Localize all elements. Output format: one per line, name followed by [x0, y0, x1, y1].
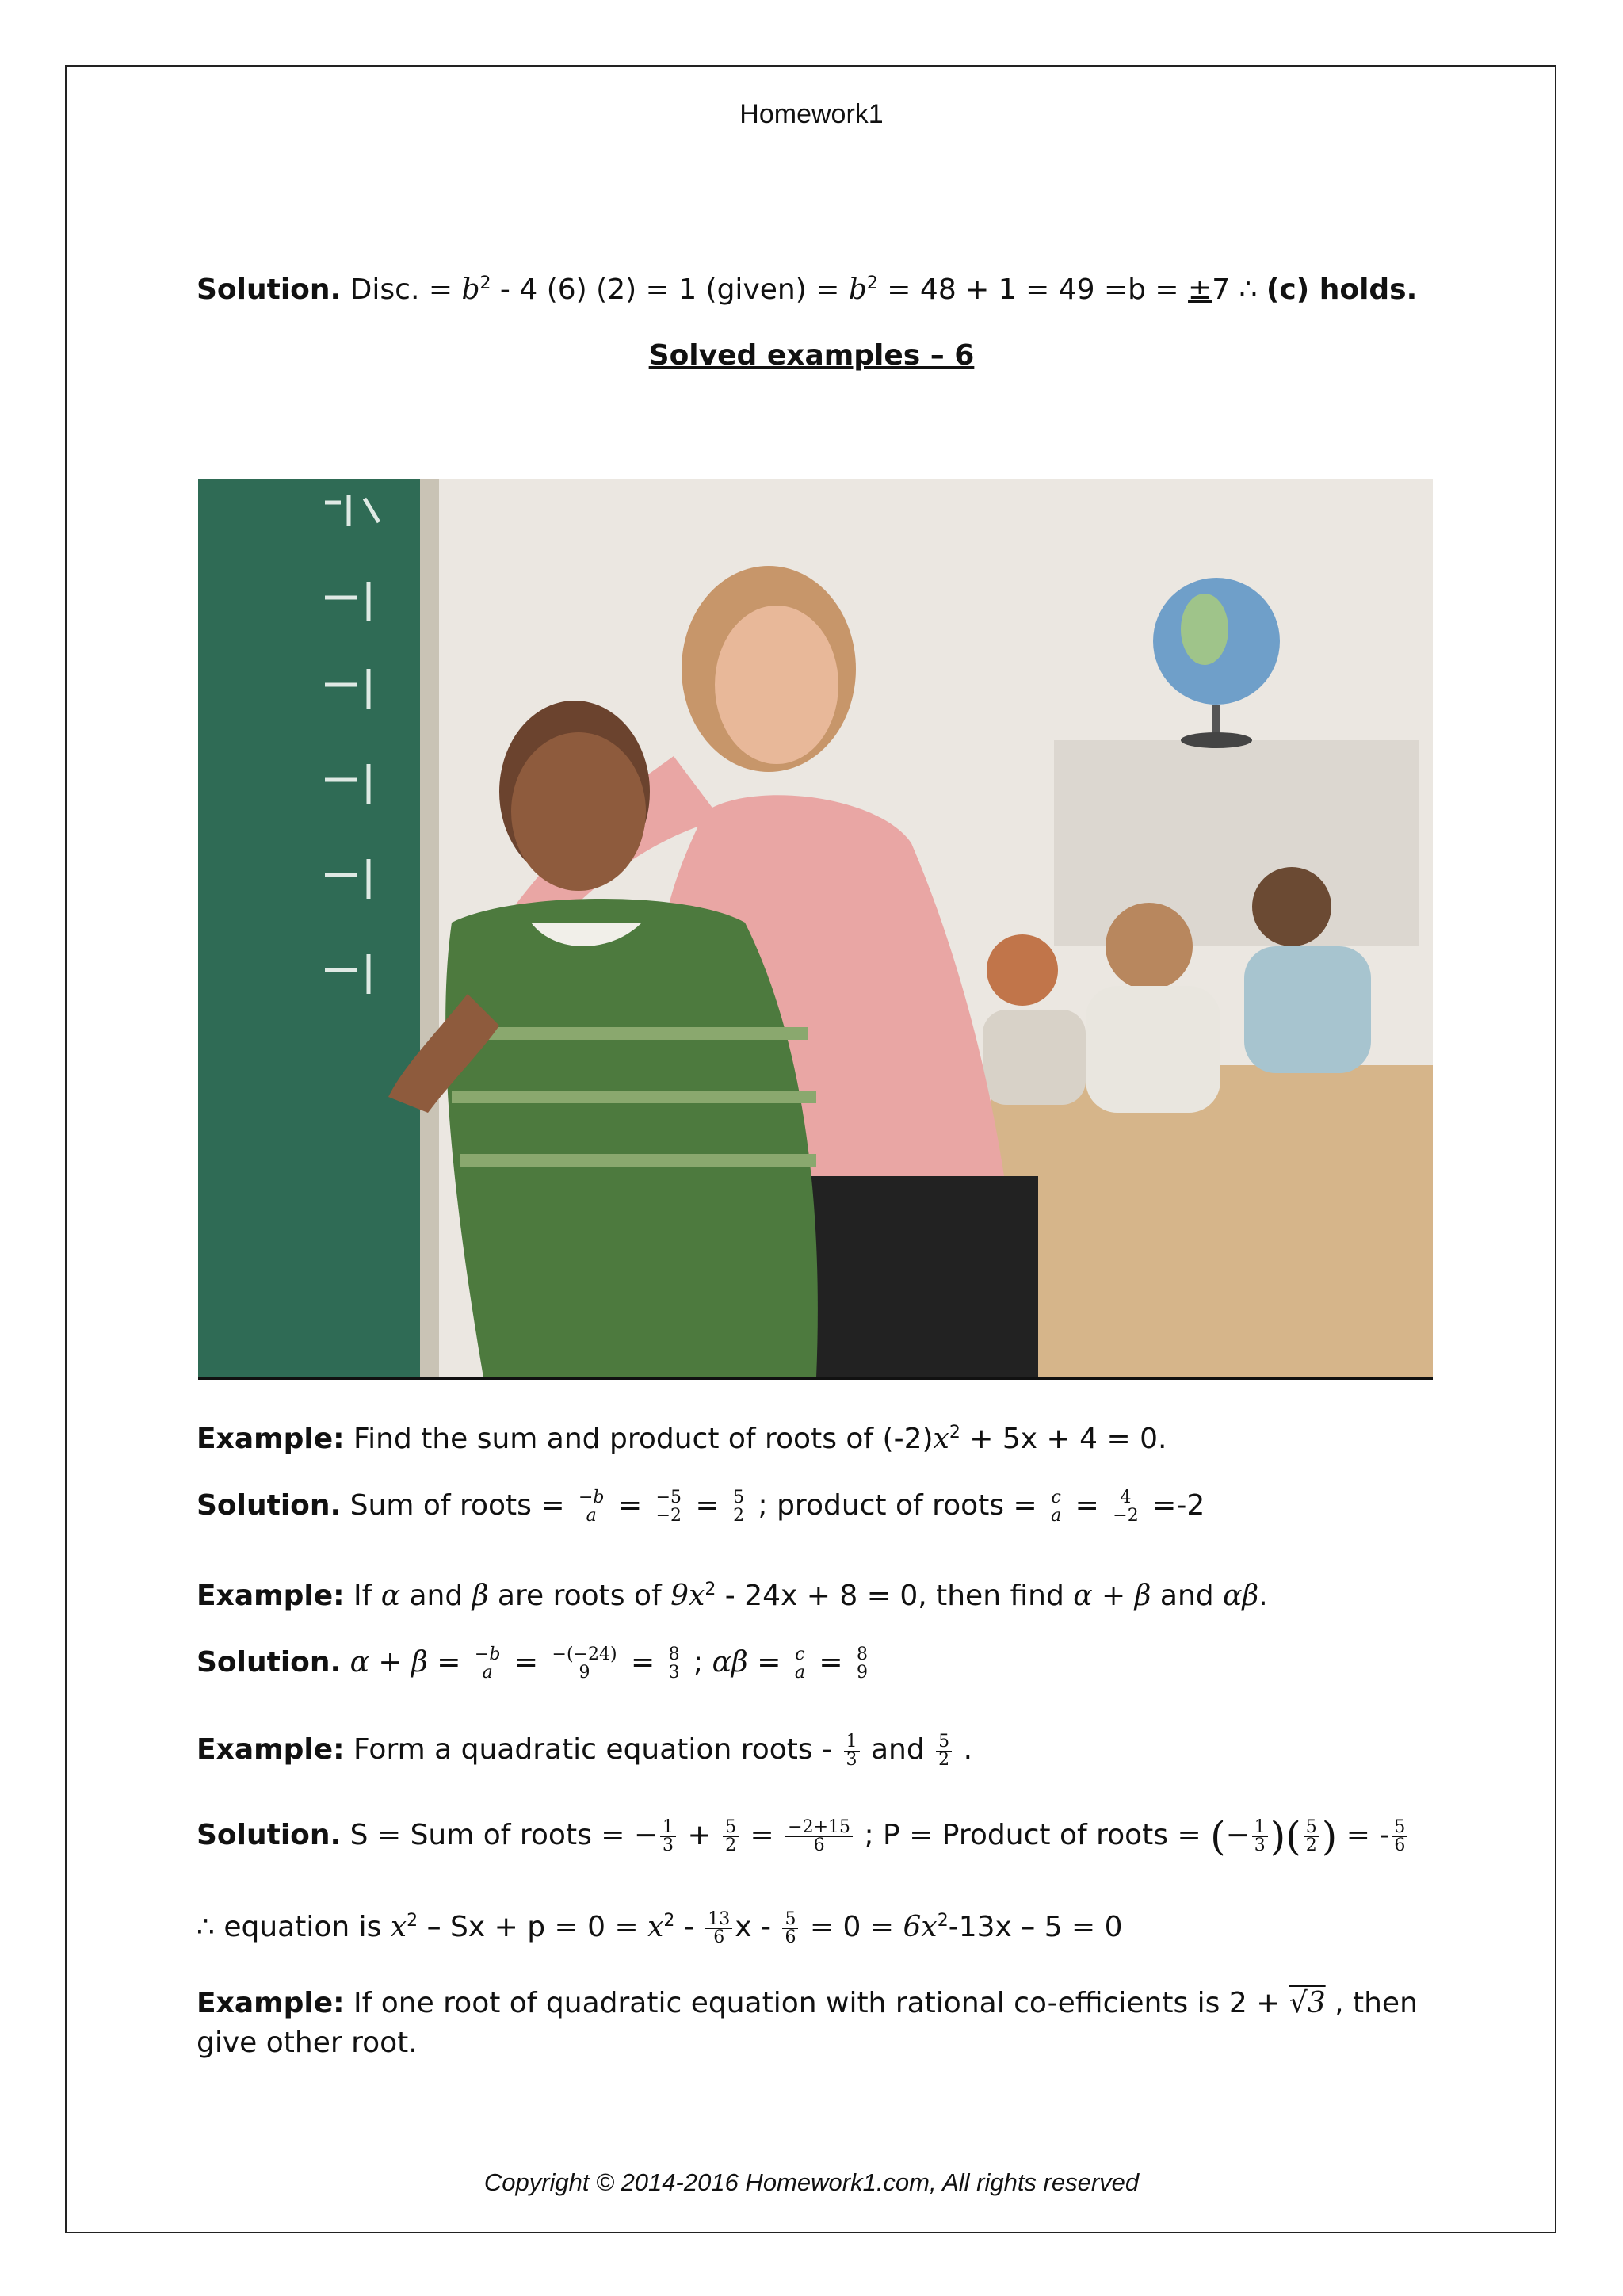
text: Disc. = — [349, 273, 462, 306]
text: Find the sum and product of roots of (-2) — [344, 1423, 934, 1455]
text: , then — [1325, 1987, 1418, 2019]
example-3 — [197, 1733, 972, 1769]
math-beta: β — [472, 1580, 489, 1612]
section-title: Solved examples – 6 — [648, 339, 975, 372]
text: ∴ equation is — [197, 1911, 391, 1943]
math-6x: 6x — [903, 1911, 938, 1943]
text: 7 ∴ — [1212, 273, 1266, 306]
example-label: Example: — [197, 1423, 345, 1455]
fraction: $\frac{-2+15}{6}$ — [785, 1819, 853, 1855]
solution-label: Solution. — [197, 1646, 342, 1679]
text: ; product of roots = — [749, 1489, 1047, 1522]
solution-disc-line: Solution. Disc. = $b^2 - 4$ (6) (2) = 1 (given) = $b^2 = 48 + 1 = 49 =b = \pm 7$ ∴ (c) holds. — [197, 273, 1418, 306]
fraction: $\frac{13}{6}$ — [705, 1911, 732, 1946]
fraction: $\frac{1}{3}$ — [1252, 1819, 1268, 1855]
text: If one root of quadratic equation with rational co-efficients is 2 + — [344, 1987, 1289, 2019]
copyright-footer: Copyright © 2014-2016 Homework1.com, All rights reserved — [483, 2168, 1140, 2196]
math-alpha-plus-beta: α + β — [1073, 1580, 1151, 1612]
text: - 24x + 8 = 0, then find — [716, 1580, 1074, 1612]
solution-label: Solution. — [197, 1489, 342, 1522]
fraction: $\frac{5}{2}$ — [1304, 1819, 1319, 1855]
text: x - — [735, 1911, 781, 1943]
example-label: Example: — [197, 1580, 345, 1612]
text: ; — [684, 1646, 712, 1679]
solution-label: Solution. — [197, 273, 342, 306]
fraction: $\frac{-b}{a}$ — [472, 1646, 503, 1682]
text: -13x – 5 = 0 — [948, 1911, 1123, 1943]
solution-3: Solution. S = Sum of roots = − $\frac{1}{3}$ + $\frac{5}{2}$ = $\frac{-2+15}{6}$ ; P = Product of roots = (− $\frac{1}{3}$ )( $\frac{5}{2}$ ) = - $\frac{5}{6}$ — [197, 1818, 1410, 1855]
text: Sum of roots = — [341, 1489, 574, 1522]
fraction: $\frac{-b}{a}$ — [576, 1489, 607, 1525]
math-x: x — [933, 1423, 949, 1455]
fraction: $\frac{-(-24)}{9}$ — [550, 1646, 620, 1682]
text: and — [1151, 1580, 1224, 1612]
solution-1: Solution. Sum of roots = $\frac{-b}{a}$ = $\frac{-5}{-2}$ = $\frac{5}{2}$ ; product of roots = $\frac{c}{a}$ = $\frac{4}{-2}$ =-2 — [197, 1487, 1205, 1526]
text: = 0 = — [800, 1911, 903, 1943]
fraction: $\frac{c}{a}$ — [792, 1646, 808, 1682]
plus-minus: ± — [1188, 273, 1212, 306]
example-label: Example: — [197, 1987, 345, 2019]
text: = - — [1337, 1819, 1390, 1851]
math-sqrt-3: √3 — [1289, 1987, 1326, 2019]
text: =-2 — [1143, 1489, 1205, 1522]
text: = 48 + 1 = 49 =b = — [877, 273, 1189, 306]
example-2: Example: If α and β are roots of $9x^2 - 24x + 8 = 0$, then find α + β and αβ. — [197, 1580, 1268, 1612]
fraction: $\frac{1}{3}$ — [660, 1819, 676, 1855]
text: and — [400, 1580, 472, 1612]
fraction: $\frac{4}{-2}$ — [1113, 1487, 1139, 1526]
text: - 4 (6) (2) = 1 (given) = — [491, 273, 849, 306]
example-4-continued: give other root. — [197, 2027, 418, 2059]
math-x: x — [647, 1911, 664, 1943]
fraction: $\frac{8}{9}$ — [854, 1646, 870, 1682]
teacher-student-chalkboard-photo — [198, 479, 1433, 1380]
example-label: Example: — [197, 1733, 345, 1766]
solution-2: Solution. α + β = $\frac{-b}{a}$ = $\frac{-(-24)}{9}$ = $\frac{8}{3}$ ; αβ = $\frac{c}{a}$ = $\frac{8}{9}$ — [197, 1645, 873, 1682]
math-alpha: α — [380, 1580, 401, 1612]
math-x: x — [390, 1911, 407, 1943]
text: – Sx + p = 0 = — [418, 1911, 648, 1943]
fraction: $\frac{c}{a}$ — [1048, 1489, 1064, 1525]
fraction: $\frac{5}{6}$ — [1392, 1819, 1407, 1855]
solution-label: Solution. — [197, 1819, 342, 1851]
example-4 — [197, 1986, 1418, 2021]
text: . — [954, 1733, 973, 1766]
math-alpha-beta: αβ — [1223, 1580, 1259, 1612]
page-header: Homework1 — [739, 99, 884, 129]
equation-line: ∴ equation is $x^2 - Sx + p = 0 = x^2$ - $\frac{13}{6}$ x - $\frac{5}{6}$ = $0 = 6x^2-13x - 5 = 0$ — [197, 1908, 1123, 1947]
math-alpha-plus-beta: α + β — [349, 1646, 428, 1679]
fraction: $\frac{5}{2}$ — [936, 1733, 952, 1769]
math-alpha-beta: αβ — [712, 1646, 748, 1679]
text: S = Sum of roots = − — [341, 1819, 659, 1851]
text: are roots of — [488, 1580, 671, 1612]
fraction: $\frac{1}{3}$ — [844, 1733, 860, 1769]
fraction: $\frac{5}{2}$ — [723, 1819, 739, 1855]
text: . — [1258, 1580, 1268, 1612]
conclusion: (c) holds. — [1266, 273, 1418, 306]
math-b: b — [848, 273, 867, 306]
text: + 5x + 4 = 0. — [960, 1423, 1167, 1455]
text: Form a quadratic equation roots - — [344, 1733, 842, 1766]
math-9x: 9x — [670, 1580, 705, 1612]
text: ; P = Product of roots = — [855, 1819, 1211, 1851]
text: - — [674, 1911, 704, 1943]
text: and — [861, 1733, 934, 1766]
fraction: $\frac{-5}{-2}$ — [654, 1489, 684, 1525]
math-b: b — [461, 273, 480, 306]
fraction: $\frac{8}{3}$ — [666, 1646, 682, 1682]
fraction: $\frac{5}{2}$ — [731, 1489, 747, 1525]
text: If — [344, 1580, 381, 1612]
example-1: Example: Find the sum and product of roots of $(-2)x^2 + 5x + 4 = 0$. — [197, 1423, 1167, 1455]
fraction: $\frac{5}{6}$ — [782, 1911, 798, 1946]
